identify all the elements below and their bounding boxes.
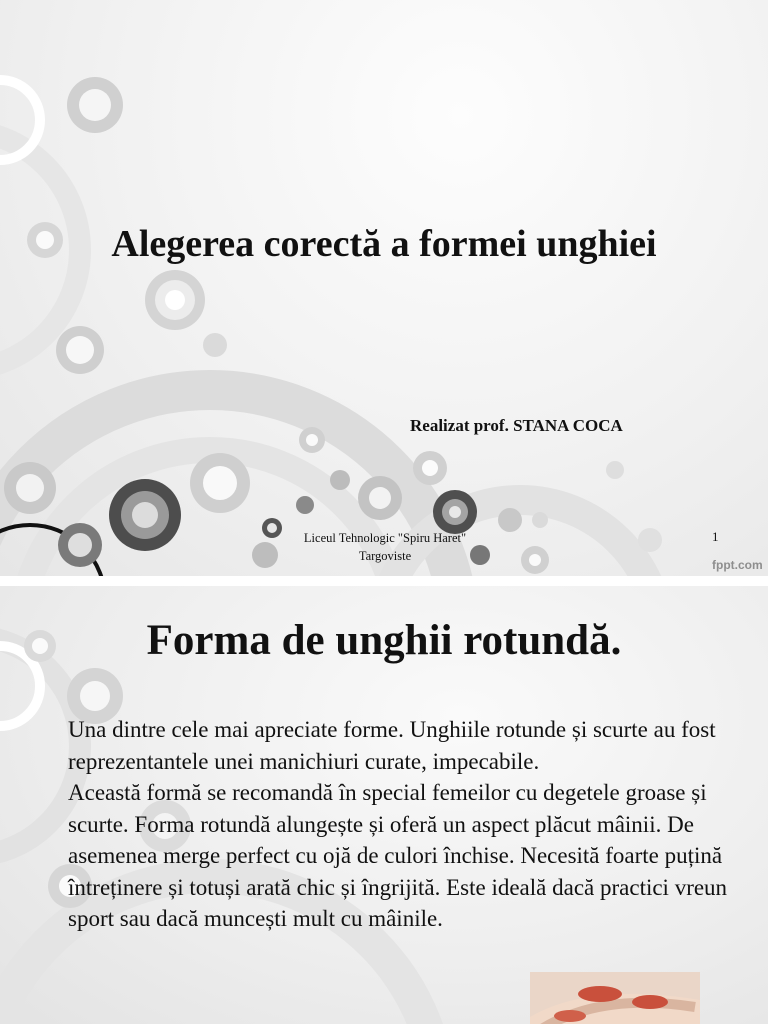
slide-title: Forma de unghii rotundă. <box>146 617 622 664</box>
footer-school-line1: Liceul Tehnologic "Spiru Haret" <box>303 531 467 545</box>
footer-school <box>272 529 498 565</box>
author-line: Realizat prof. STANA COCA <box>410 416 623 435</box>
footer-school-line2: Targoviste <box>358 549 412 563</box>
slide-number: 1 <box>712 529 719 544</box>
watermark-logo: fppt.com <box>712 558 763 572</box>
nail-photo <box>530 972 700 1024</box>
hand-nail-image <box>530 972 700 1024</box>
paragraph: Una dintre cele mai apreciate forme. Unghiile rotunde și scurte au fost reprezentantele unei manichiuri curate, impecabile. <box>68 717 716 774</box>
slide-title: Alegerea corectă a formei unghiei <box>111 223 657 265</box>
slide-body <box>68 714 728 935</box>
slide-2 <box>0 586 768 1024</box>
paragraph: Această formă se recomandă în special femeilor cu degetele groase și scurte. Forma rotundă alungește și oferă un aspect plăcut mâinii. De asemenea merge perfect cu ojă de culori închise. Necesită foarte puțină întreținere și totuși arată chic și îngrijită. Este ideală dacă practici vreun sport sau dacă muncești mult cu mâinile. <box>68 780 728 931</box>
